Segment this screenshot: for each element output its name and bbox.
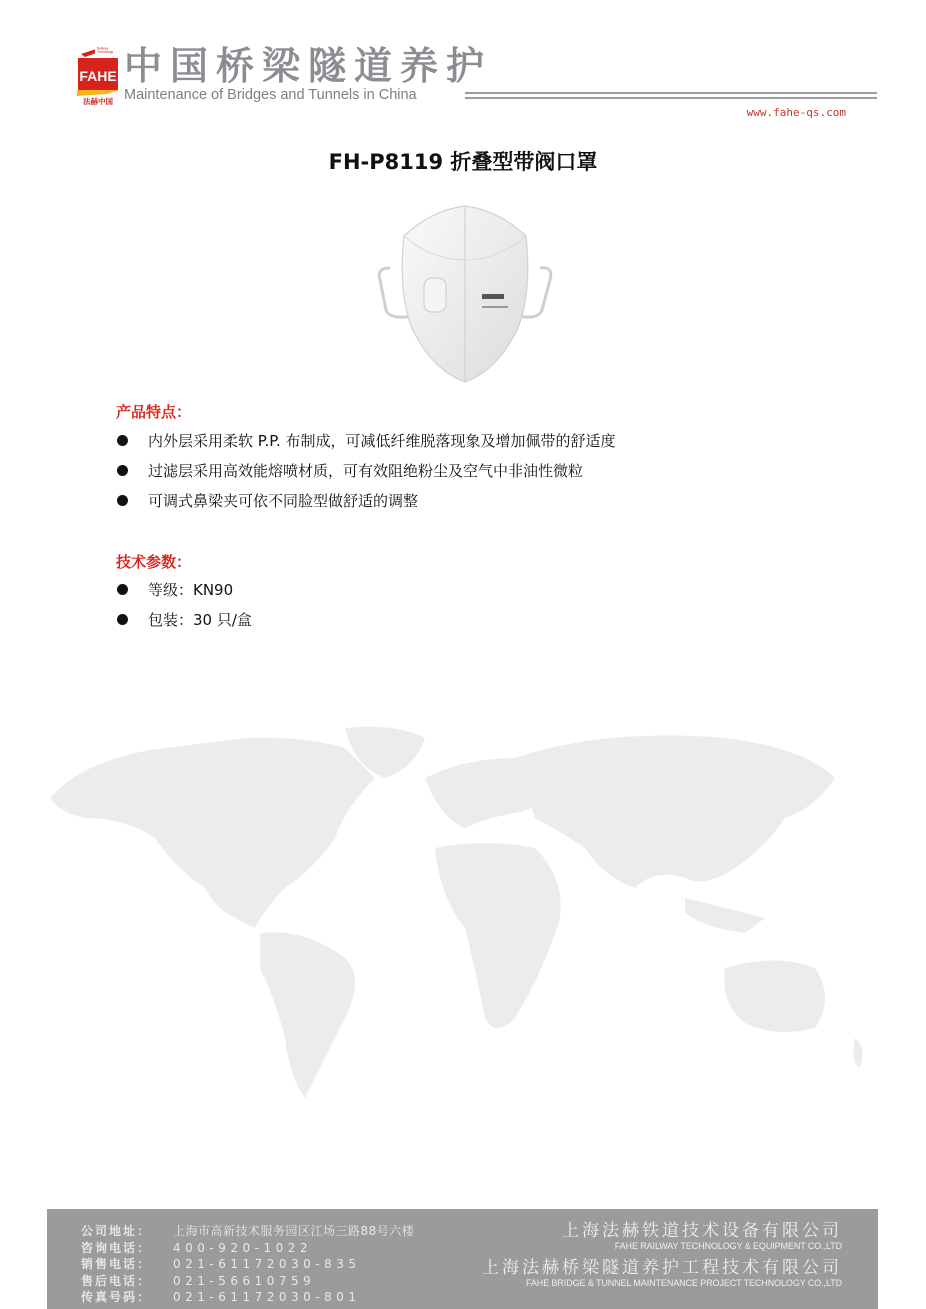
contact-row-address: 公司地址： 上海市高新技术服务园区江场三路88号六楼	[81, 1224, 415, 1238]
contact-info	[81, 1223, 414, 1306]
contact-row-aftersales-phone: 售后电话： 021-56610759	[81, 1273, 316, 1288]
svg-text:Railway: Railway	[97, 46, 109, 51]
bullet-icon	[117, 584, 128, 595]
list-item: 过滤层采用高效能熔喷材质，可有效阻绝粉尘及空气中非油性微粒	[116, 456, 616, 486]
list-item: 包装：30 只/盒	[116, 605, 252, 635]
bullet-icon	[117, 465, 128, 476]
list-item: 等级：KN90	[116, 575, 252, 605]
svg-text:法赫中国: 法赫中国	[83, 97, 113, 106]
page-header	[0, 0, 926, 130]
header-rule	[465, 92, 877, 94]
list-item: 可调式鼻梁夹可依不同脸型做舒适的调整	[116, 486, 616, 516]
company-2-name-en: FAHE BRIDGE & TUNNEL MAINTENANCE PROJECT TECHNOLOGY CO.,LTD	[526, 1278, 842, 1288]
contact-row-consult-phone: 咨询电话： 400-920-1022	[81, 1240, 313, 1255]
product-title: FH-P8119 折叠型带阀口罩	[328, 150, 598, 174]
bullet-icon	[117, 495, 128, 506]
header-rule	[465, 97, 877, 99]
fahe-logo-icon	[77, 44, 119, 106]
contact-row-fax: 传真号码： 021-61172030-801	[81, 1290, 361, 1304]
website-url[interactable]: www.fahe-qs.com	[746, 106, 846, 119]
folding-valved-mask-image	[372, 200, 558, 386]
svg-text:FAHE: FAHE	[79, 68, 117, 84]
specs-list	[116, 575, 252, 635]
page-footer	[47, 1209, 878, 1309]
features-heading: 产品特点：	[116, 403, 192, 421]
brand-name-chinese: 中国桥梁隧道养护	[124, 44, 493, 88]
bullet-icon	[117, 614, 128, 625]
company-1-name-cn: 上海法赫铁道技术设备有限公司	[562, 1221, 842, 1241]
list-item: 内外层采用柔软 P.P. 布制成，可减低纤维脱落现象及增加佩带的舒适度	[116, 426, 616, 456]
features-list	[116, 426, 616, 516]
contact-row-sales-phone: 销售电话： 021-61172030-835	[81, 1257, 361, 1271]
company-1-name-en: FAHE RAILWAY TECHNOLOGY & EQUIPMENT CO.,LTD	[614, 1241, 842, 1251]
brand-name-english: Maintenance of Bridges and Tunnels in China	[124, 87, 417, 103]
company-names	[482, 1221, 842, 1289]
company-2-name-cn: 上海法赫桥梁隧道养护工程技术有限公司	[482, 1258, 842, 1278]
world-map-watermark-icon	[45, 718, 880, 1113]
specs-heading: 技术参数：	[116, 553, 192, 571]
bullet-icon	[117, 435, 128, 446]
svg-text:Technology: Technology	[97, 50, 114, 54]
